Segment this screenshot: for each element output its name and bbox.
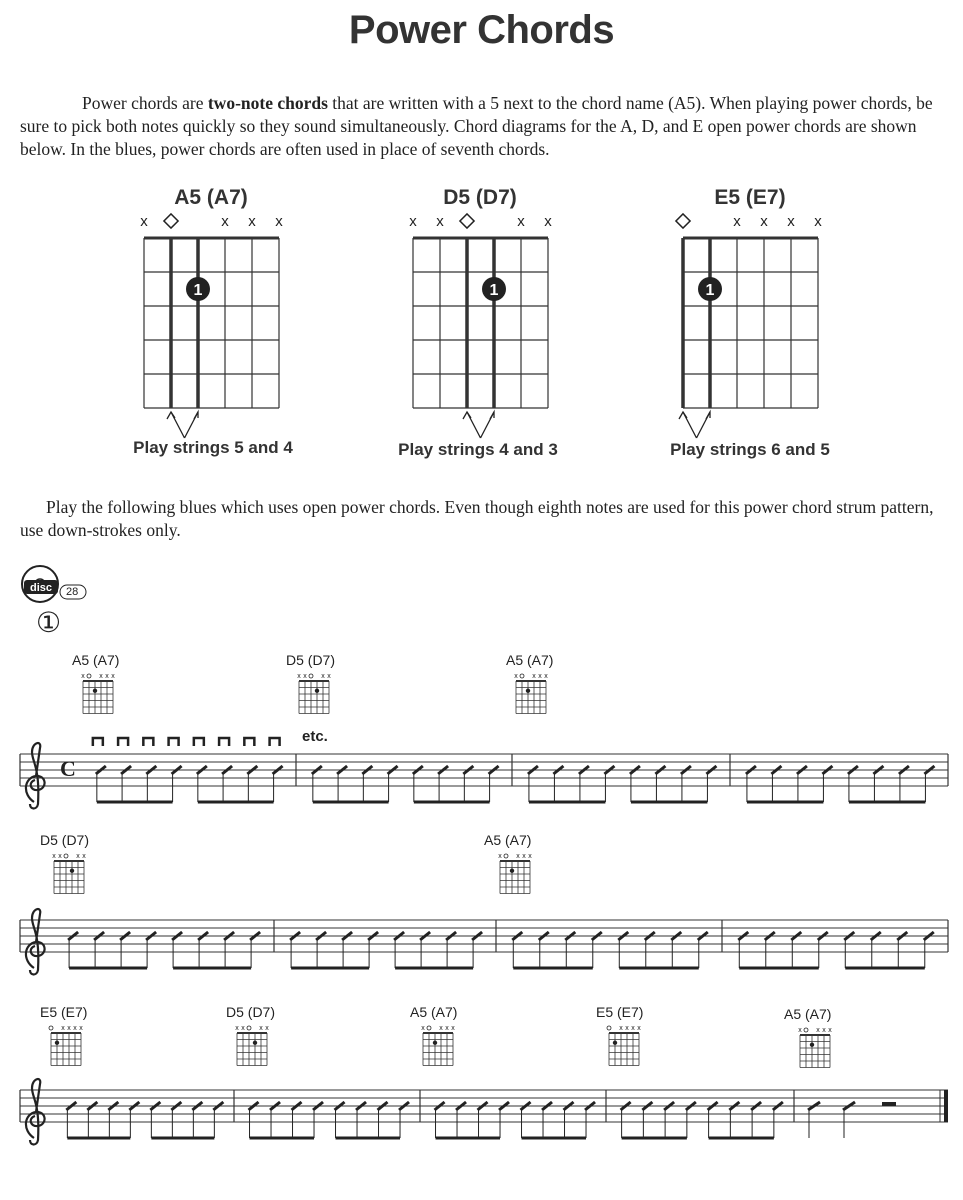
treble-clef-icon — [26, 743, 45, 808]
chord-caption-d5: Play strings 4 and 3 — [398, 440, 558, 459]
open-string-marker — [804, 1028, 808, 1032]
finger-dot — [433, 1041, 437, 1045]
row2-chord-2: A5 (A7) — [484, 832, 532, 848]
arrow-head — [490, 412, 494, 419]
chord-diagram-a5 — [142, 210, 282, 440]
row1-chord-1: A5 (A7) — [72, 652, 120, 668]
mute-marker: x — [99, 673, 103, 680]
down-stroke-icon — [270, 738, 280, 746]
chord-caption-e5: Play strings 6 and 5 — [670, 440, 830, 459]
mute-marker: x — [67, 1025, 71, 1032]
mute-marker: x — [445, 1025, 449, 1032]
open-string-marker — [309, 674, 313, 678]
mute-marker: x — [522, 853, 526, 860]
mute-marker: x — [321, 673, 325, 680]
mute-marker: x — [451, 1025, 455, 1032]
mute-marker: x — [327, 673, 331, 680]
chord-name-a5: A5 (A7) — [174, 186, 248, 209]
mute-marker: x — [248, 213, 256, 230]
mute-marker: x — [538, 673, 542, 680]
open-string-marker — [460, 214, 474, 228]
mute-marker: x — [760, 213, 768, 230]
open-string-marker — [504, 854, 508, 858]
mute-marker: x — [421, 1025, 425, 1032]
finger-dot — [810, 1043, 814, 1047]
chord-diagram-d5 — [411, 210, 551, 440]
mute-marker: x — [76, 853, 80, 860]
intro-text-2: that are written with a 5 next to the chord name (A5). When playing power chords, be sure to pick both notes quickly so they sound simultaneously. Chord diagrams for the A, D, and E open power chords are shown below. In the blues, power chords are often used in place of seventh chords. — [20, 93, 933, 159]
page-title: Power Chords — [348, 8, 615, 52]
half-rest — [882, 1102, 896, 1106]
mute-marker: x — [79, 1025, 83, 1032]
row3-chord-3: A5 (A7) — [410, 1004, 458, 1020]
arrow-head — [706, 412, 710, 419]
instruction-paragraph: Play the following blues which uses open power chords. Even though eighth notes are used for this power chord strum pattern, use down-strokes only. — [20, 497, 934, 540]
row3-chord-5: A5 (A7) — [784, 1006, 832, 1022]
open-string-marker — [64, 854, 68, 858]
mute-marker: x — [275, 213, 283, 230]
mute-marker: x — [822, 1027, 826, 1034]
mute-marker: x — [514, 673, 518, 680]
intro-text-1: Power chords are — [82, 93, 208, 113]
treble-clef-icon — [26, 1079, 45, 1144]
down-stroke-icon — [143, 738, 153, 746]
mute-marker: x — [303, 673, 307, 680]
finger-dot — [93, 689, 97, 693]
finger-dot — [315, 689, 319, 693]
mini-chord-diagram — [420, 1024, 456, 1068]
mini-chord-diagram — [513, 672, 549, 716]
mini-chord-diagram — [80, 672, 116, 716]
mute-marker: x — [52, 853, 56, 860]
row3-chord-2: D5 (D7) — [226, 1004, 276, 1020]
open-string-marker — [247, 1026, 251, 1030]
mini-chord-diagram — [234, 1024, 270, 1068]
row3-chord-1: E5 (E7) — [40, 1004, 88, 1020]
row3-chord-4: E5 (E7) — [596, 1004, 644, 1020]
music-staff-row-1 — [0, 740, 963, 810]
track-number: 28 — [66, 586, 79, 598]
intro-paragraph — [20, 92, 950, 161]
cd-disc-icon — [16, 562, 88, 606]
finger-number: 1 — [705, 282, 715, 299]
mute-marker: x — [517, 213, 525, 230]
mute-marker: x — [787, 213, 795, 230]
arrow-head — [194, 412, 198, 419]
chord-caption-a5: Play strings 5 and 4 — [133, 438, 293, 457]
mute-marker: x — [73, 1025, 77, 1032]
time-signature: C — [60, 756, 76, 781]
mute-marker: x — [798, 1027, 802, 1034]
mini-chord-diagram — [296, 672, 332, 716]
finger-dot — [510, 869, 514, 873]
mute-marker: x — [241, 1025, 245, 1032]
mute-marker: x — [140, 213, 148, 230]
down-stroke-icon — [219, 738, 229, 746]
mute-marker: x — [498, 853, 502, 860]
mute-marker: x — [82, 853, 86, 860]
finger-number: 1 — [193, 282, 203, 299]
mute-marker: x — [81, 673, 85, 680]
open-string-marker — [520, 674, 524, 678]
finger-number: 1 — [489, 282, 499, 299]
finger-dot — [526, 689, 530, 693]
disc-label: disc — [29, 582, 53, 594]
mute-marker: x — [814, 213, 822, 230]
mute-marker: x — [528, 853, 532, 860]
music-staff-row-2 — [0, 910, 963, 980]
down-stroke-icon — [118, 738, 128, 746]
chord-diagram-e5 — [681, 210, 821, 440]
mute-marker: x — [816, 1027, 820, 1034]
mute-marker: x — [516, 853, 520, 860]
finger-dot — [253, 1041, 257, 1045]
mini-chord-diagram — [51, 852, 87, 896]
mute-marker: x — [631, 1025, 635, 1032]
row1-chord-3: A5 (A7) — [506, 652, 554, 668]
mini-chord-diagram — [797, 1026, 833, 1070]
mute-marker: x — [259, 1025, 263, 1032]
open-string-marker — [87, 674, 91, 678]
open-string-marker — [427, 1026, 431, 1030]
open-string-marker — [164, 214, 178, 228]
mute-marker: x — [637, 1025, 641, 1032]
open-string-marker — [49, 1026, 53, 1030]
mute-marker: x — [625, 1025, 629, 1032]
intro-bold-term: two-note chords — [207, 93, 328, 113]
open-string-marker — [676, 214, 690, 228]
mini-chord-diagram — [497, 852, 533, 896]
mute-marker: x — [105, 673, 109, 680]
mute-marker: x — [221, 213, 229, 230]
row1-chord-2: D5 (D7) — [286, 652, 336, 668]
mute-marker: x — [544, 673, 548, 680]
example-number: ① — [36, 606, 62, 639]
row2-chord-1: D5 (D7) — [40, 832, 90, 848]
mute-marker: x — [532, 673, 536, 680]
mute-marker: x — [733, 213, 741, 230]
down-stroke-icon — [169, 738, 179, 746]
down-stroke-icon — [93, 738, 103, 746]
open-string-marker — [607, 1026, 611, 1030]
mute-marker: x — [58, 853, 62, 860]
mini-chord-diagram — [48, 1024, 84, 1068]
mute-marker: x — [619, 1025, 623, 1032]
treble-clef-icon — [26, 909, 45, 974]
mini-chord-diagram — [606, 1024, 642, 1068]
mute-marker: x — [544, 213, 552, 230]
chord-name-d5: D5 (D7) — [443, 186, 517, 209]
mute-marker: x — [111, 673, 115, 680]
finger-dot — [55, 1041, 59, 1045]
mute-marker: x — [828, 1027, 832, 1034]
mute-marker: x — [61, 1025, 65, 1032]
down-stroke-icon — [194, 738, 204, 746]
chord-name-e5: E5 (E7) — [714, 186, 786, 209]
mute-marker: x — [439, 1025, 443, 1032]
etc-label: etc. — [302, 728, 328, 745]
music-staff-row-3 — [0, 1080, 963, 1160]
finger-dot — [613, 1041, 617, 1045]
down-stroke-icon — [244, 738, 254, 746]
mute-marker: x — [265, 1025, 269, 1032]
mute-marker: x — [235, 1025, 239, 1032]
mute-marker: x — [297, 673, 301, 680]
mute-marker: x — [409, 213, 417, 230]
finger-dot — [70, 869, 74, 873]
mute-marker: x — [436, 213, 444, 230]
